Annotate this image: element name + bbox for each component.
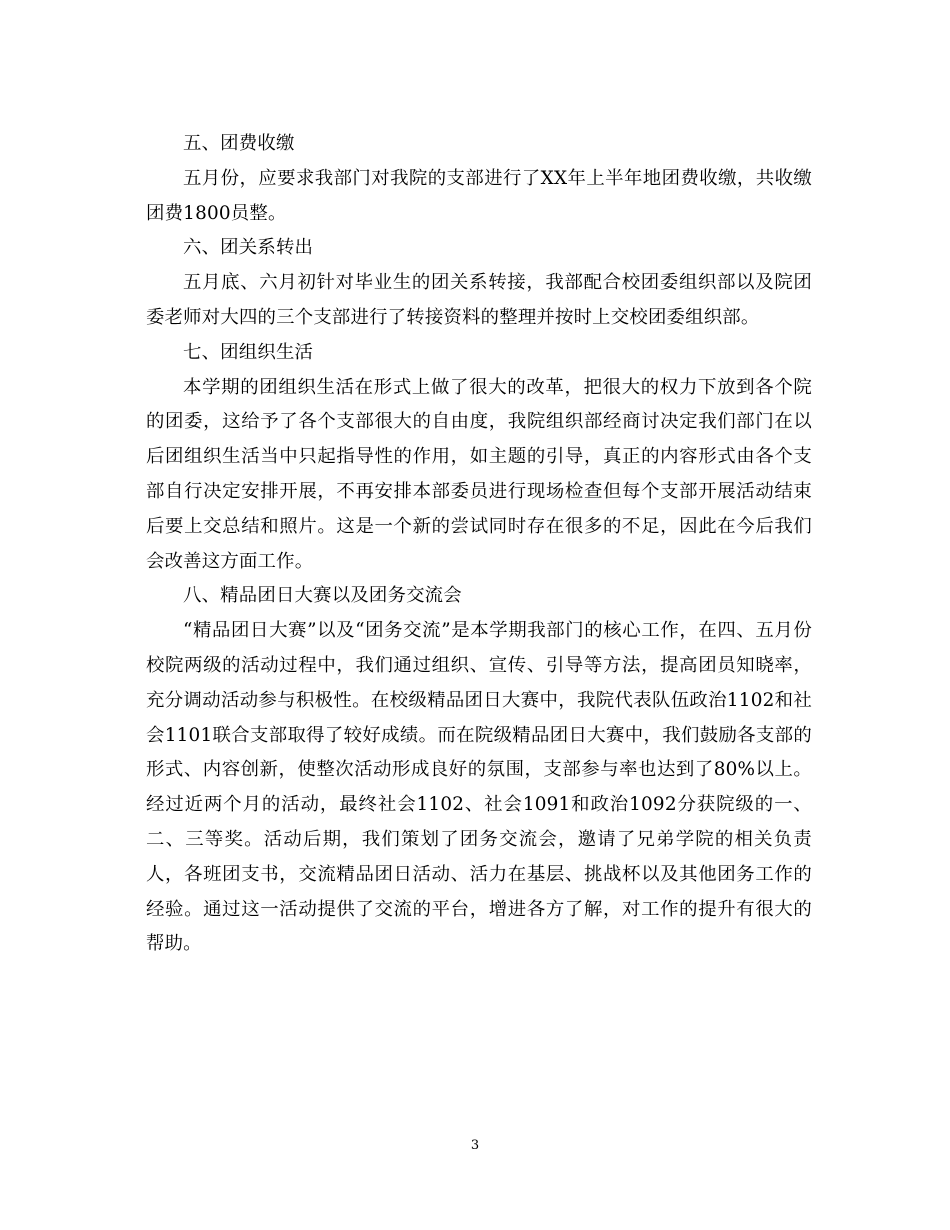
section-paragraph: 五月份，应要求我部门对我院的支部进行了XX年上半年地团费收缴，共收缴团费1800员整。: [146, 167, 812, 224]
section-paragraph: 五月底、六月初针对毕业生的团关系转接，我部配合校团委组织部以及院团委老师对大四的三个支部进行了转接资料的整理并按时上交校团委组织部。: [146, 272, 812, 328]
section-heading: 五、团费收缴: [183, 133, 295, 154]
section-paragraph: 本学期的团组织生活在形式上做了很大的改革，把很大的权力下放到各个院的团委，这给予了各个支部很大的自由度，我院组织部经商讨决定我们部门在以后团组织生活当中只起指导性的作用，如主题的引导，真正的内容形式由各个支部自行决定安排开展，不再安排本部委员进行现场检查但每个支部开展活动结束后要上交总结和照片。这是一个新的尝试同时存在很多的不足，因此在今后我们会改善这方面工作。: [146, 376, 812, 572]
section-league-day-contest: [146, 579, 812, 962]
section-heading: 六、团关系转出: [183, 237, 314, 259]
section-paragraph: “精品团日大赛”以及“团务交流”是本学期我部门的核心工作，在四、五月份校院两级的活动过程中，我们通过组织、宣传、引导等方法，提高团员知晓率，充分调动活动参与积极性。在校级精品团日大赛中，我院代表队伍政治1102和社会1101联合支部取得了较好成绩。而在院级精品团日大赛中，我们鼓励各支部的形式、内容创新，使整次活动形成良好的氛围，支部参与率也达到了80%以上。经过近两个月的活动，最终社会1102、社会1091和政治1092分获院级的一、二、三等奖。活动后期，我们策划了团务交流会，邀请了兄弟学院的相关负责人，各班团支书，交流精品团日活动、活力在基层、挑战杯以及其他团务工作的经验。通过这一活动提供了交流的平台，增进各方了解，对工作的提升有很大的帮助。: [146, 620, 812, 955]
section-heading: 七、团组织生活: [183, 341, 314, 363]
document-body: [146, 127, 812, 962]
section-organization-life: [146, 336, 812, 580]
page-number: 3: [470, 1138, 480, 1153]
section-heading: 八、精品团日大赛以及团务交流会: [183, 585, 462, 607]
section-membership-transfer: [146, 231, 812, 335]
section-dues-collection: [146, 127, 812, 231]
